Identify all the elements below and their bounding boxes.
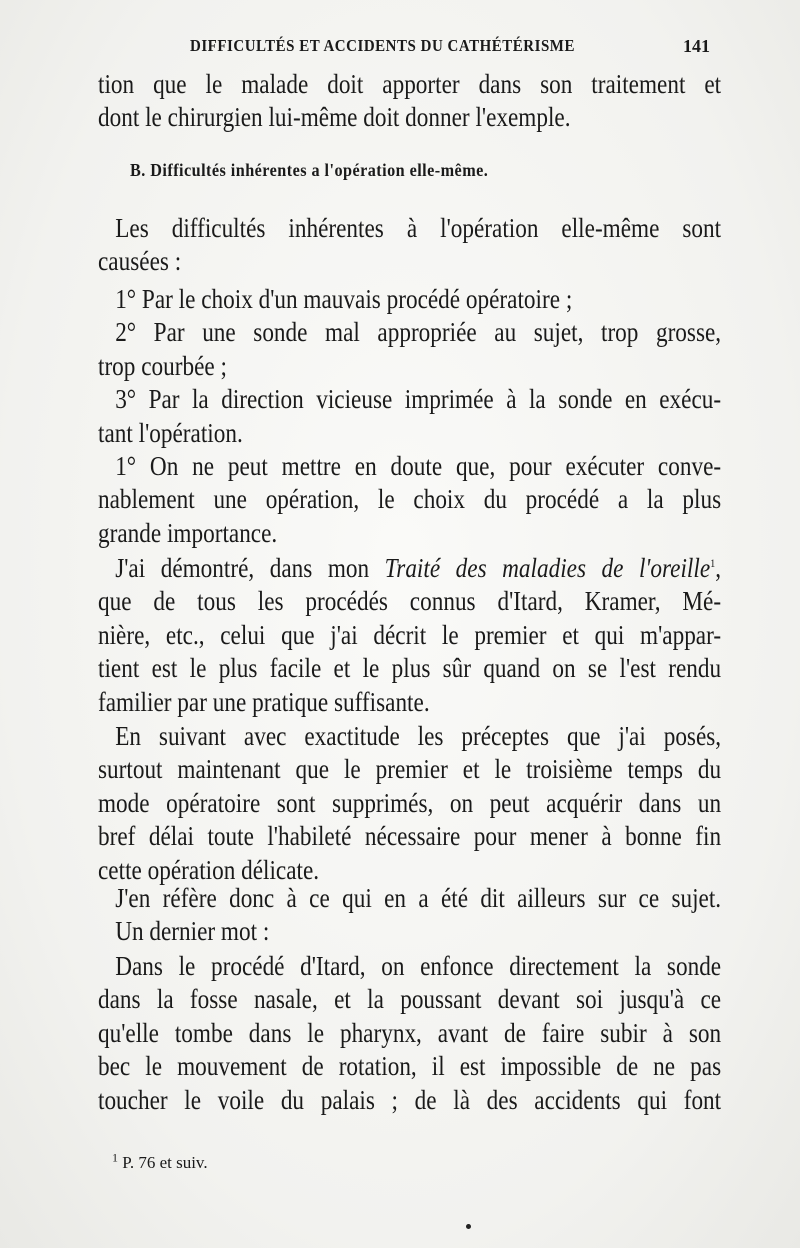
- text-line: J'en réfère donc à ce qui en a été dit ailleurs sur ce sujet.: [115, 883, 722, 913]
- paragraph-procedure: [98, 450, 721, 550]
- text-line: bec le mouvement de rotation, il est impossible de ne pas: [98, 1051, 722, 1082]
- paragraph-causes: [98, 212, 721, 279]
- list-item: 2° Par une sonde mal appropriée au sujet, trop grosse,: [115, 317, 722, 348]
- paragraph-precepts: [98, 720, 721, 887]
- text-line: J'ai démontré, dans mon Traité des maladies de l'oreille$^1$,: [115, 553, 722, 583]
- book-title: Traité des maladies de l'oreille: [384, 553, 711, 583]
- text-line: causées :: [98, 246, 182, 277]
- text-line: que de tous les procédés connus d'Itard, Kramer, Mé-: [98, 586, 722, 617]
- text-line: dont le chirurgien lui-même doit donner l'exemple.: [98, 102, 571, 133]
- paragraph-continuation: [98, 68, 721, 135]
- text-line: Dans le procédé d'Itard, on enfonce directement la sonde: [115, 951, 722, 981]
- text-line: mode opératoire sont supprimés, on peut acquérir dans un: [98, 787, 722, 818]
- text-line: tant l'opération.: [98, 417, 243, 448]
- page-number: 141: [683, 36, 710, 56]
- section-heading: [130, 160, 488, 181]
- text-line: grande importance.: [98, 517, 278, 548]
- running-title: DIFFICULTÉS ET ACCIDENTS DU CATHÉTÉRISME: [190, 36, 575, 55]
- enumerated-list: [98, 283, 721, 450]
- paragraph-refer: [98, 882, 721, 949]
- list-item: 1° Par le choix d'un mauvais procédé opératoire ;: [115, 284, 573, 314]
- footnote: [112, 1150, 208, 1173]
- footnote-text: P. 76 et suiv.: [122, 1153, 208, 1172]
- paragraph-treatise: [98, 552, 721, 719]
- section-marker: B.: [130, 160, 146, 180]
- text-line: trop courbée ;: [98, 350, 227, 381]
- text-line: surtout maintenant que le premier et le troisième temps du: [98, 754, 722, 785]
- paragraph-itard: [98, 950, 721, 1117]
- text-line: Un dernier mot :: [115, 916, 270, 947]
- footnote-ref: 1: [710, 556, 716, 570]
- text-line: 1° On ne peut mettre en doute que, pour exécuter conve-: [115, 451, 722, 481]
- text-line: nablement une opération, le choix du procédé a la plus: [98, 484, 722, 515]
- text-line: tion que le malade doit apporter dans son traitement et: [98, 69, 722, 99]
- ink-dot: [466, 1224, 471, 1229]
- running-head: [0, 36, 800, 60]
- footnote-marker: 1: [112, 1150, 118, 1165]
- text-line: En suivant avec exactitude les préceptes que j'ai posés,: [115, 721, 722, 751]
- text-line: tient est le plus facile et le plus sûr quand on se l'est rendu: [98, 653, 722, 684]
- text-line: Les difficultés inhérentes à l'opération elle-même sont: [115, 213, 722, 243]
- text-line: toucher le voile du palais ; de là des accidents qui font: [98, 1084, 722, 1115]
- text-line: qu'elle tombe dans le pharynx, avant de faire subir à son: [98, 1017, 722, 1048]
- text-line: familier par une pratique suffisante.: [98, 686, 430, 717]
- text-line: bref délai toute l'habileté nécessaire pour mener à bonne fin: [98, 821, 722, 852]
- list-item: 3° Par la direction vicieuse imprimée à la sonde en exécu-: [115, 384, 722, 415]
- section-title: Difficultés inhérentes a l'opération elle-même.: [150, 160, 489, 180]
- text-line: cette opération délicate.: [98, 854, 320, 885]
- text-line: nière, etc., celui que j'ai décrit le premier et qui m'appar-: [98, 619, 722, 650]
- text-line: dans la fosse nasale, et la poussant devant soi jusqu'à ce: [98, 984, 722, 1015]
